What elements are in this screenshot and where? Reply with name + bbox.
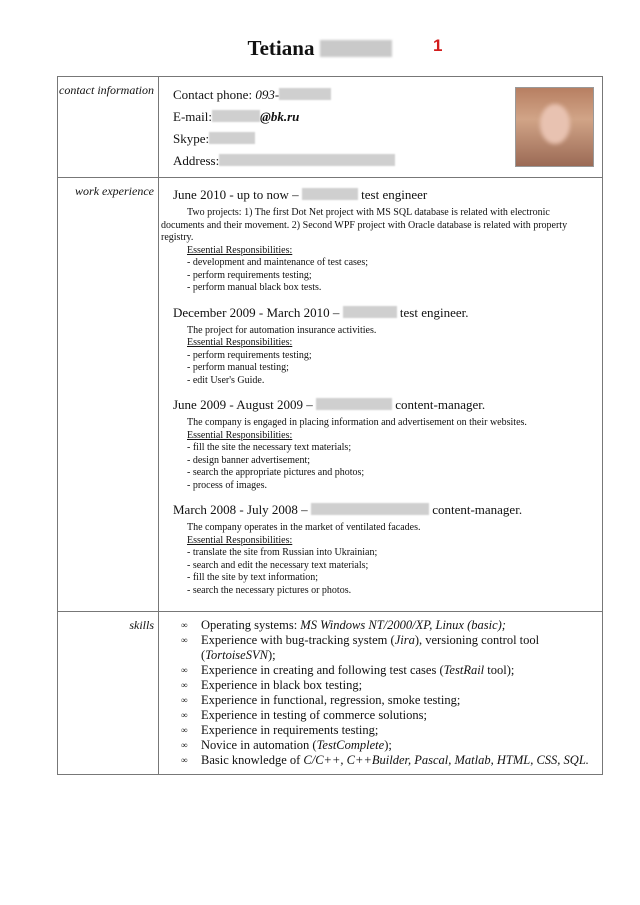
job-responsibilities: The company operates in the market of ventilated facades. Essential Responsibilities: - translate the site from Russian into Ukrainian; - search and edit the necessary text materials; - fill the site by text information; - search the necessary pictures or photos. [187,522,421,596]
experience-row [58,178,603,612]
skill-item: ∞ Experience in requirements testing; [201,723,594,738]
email-line: E-mail: @bk.ru [173,109,300,124]
skill-item: ∞ Experience in creating and following test cases (TestRail tool); [201,663,594,678]
redacted-address [219,154,395,166]
job-entry: June 2010 - up to now – test engineer [173,187,428,202]
skills-label: skills [58,612,159,775]
contact-info [159,77,603,178]
job-entry: March 2008 - July 2008 – content-manager. [173,502,523,517]
phone-line: Contact phone: 093- [173,84,594,106]
skype-line: Skype: [173,128,594,150]
skill-item: ∞ Operating systems: MS Windows NT/2000/XP, Linux (basic); [201,618,594,633]
redacted-company [343,306,397,318]
redacted-phone [279,88,331,100]
job-responsibilities: The company is engaged in placing information and advertisement on their websites. Essential Responsibilities: - fill the site the necessary text materials; - design banner advertisement; - search the appropriate pictures and photos; - process of images. [187,417,527,491]
skill-item: ∞ Experience in functional, regression, smoke testing; [201,693,594,708]
contact-label: contact information [58,77,159,178]
redacted-skype [209,132,255,144]
skill-item: ∞ Experience in testing of commerce solutions; [201,708,594,723]
redacted-email [212,110,260,122]
job-entry: December 2009 - March 2010 – test engineer. [173,304,469,320]
skill-item: ∞ Experience in black box testing; [201,678,594,693]
candidate-name: Tetiana [247,36,315,60]
address-line: Address: [173,150,594,172]
page-marker: 1 [433,36,443,55]
contact-row [58,77,603,178]
skills-row [58,612,603,775]
redacted-company [316,398,392,410]
experience-list [159,178,603,612]
redacted-company [311,503,429,515]
job-responsibilities: The project for automation insurance activities. Essential Responsibilities: - perform requirements testing; - perform manual testing; - edit User's Guide. [187,324,377,386]
job-responsibilities: Essential Responsibilities: - development and maintenance of test cases; - perform requirements testing; - perform manual black box tests. [187,244,369,293]
redacted-company [302,188,358,200]
skills-list [159,612,603,775]
resume-table [57,76,603,775]
job-entry: June 2009 - August 2009 – content-manager. [173,397,486,412]
skill-item: ∞ Basic knowledge of C/C++, C++Builder, Pascal, Matlab, HTML, CSS, SQL. [201,753,594,768]
skill-item: ∞ Novice in automation (TestComplete); [201,738,594,753]
job-description: Two projects: 1) The first Dot Net project with MS SQL database is related with electronic documents and their movement. 2) Second WPF project with Oracle database is related with property registry. [161,207,568,243]
profile-photo [515,87,594,167]
redacted-surname [320,40,392,57]
skill-item: ∞ Experience with bug-tracking system (Jira), versioning control tool (TortoiseSVN); [201,633,594,663]
resume-title [0,36,640,61]
experience-label: work experience [58,178,159,612]
